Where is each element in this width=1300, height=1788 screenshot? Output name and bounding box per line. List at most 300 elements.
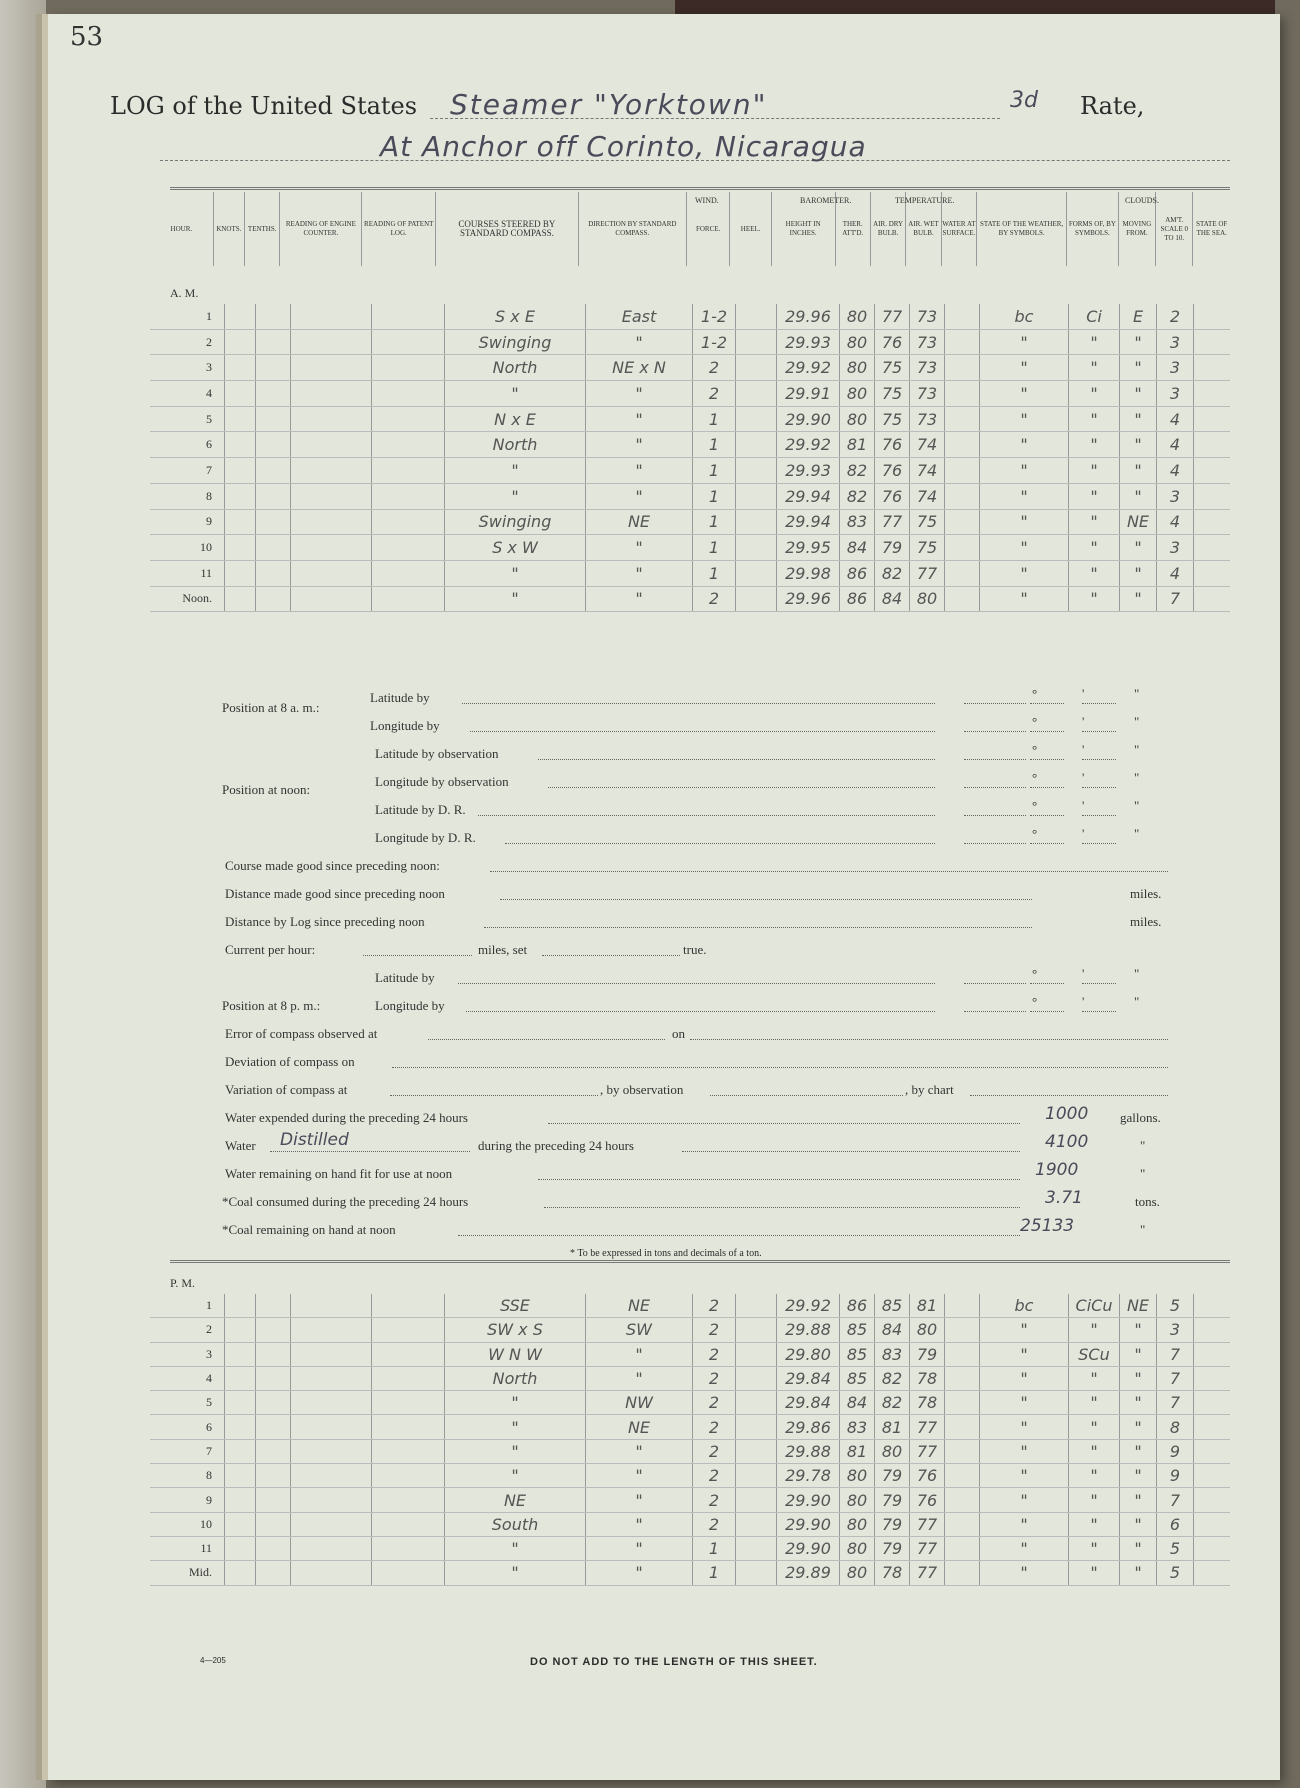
fill-line: [970, 1095, 1168, 1096]
cell-empty: [225, 1366, 256, 1390]
cell-empty: [225, 1439, 256, 1463]
cell-empty: [256, 509, 291, 535]
cell-force: 1: [693, 560, 736, 586]
cell-course: W N W: [445, 1342, 586, 1366]
col-air-wet: AIR. WET BULB.: [906, 192, 941, 266]
cell-amt: 7: [1157, 586, 1194, 612]
cell-course: S x E: [445, 304, 586, 329]
cell-wet: 77: [910, 1439, 945, 1463]
cell-moving: NE: [1120, 509, 1157, 535]
cell-empty: [291, 586, 372, 612]
cell-course: ": [445, 1464, 586, 1488]
cell-ther: 85: [840, 1366, 875, 1390]
col-sea: STATE OF THE SEA.: [1193, 192, 1230, 266]
cell-baro: 29.96: [777, 586, 840, 612]
cell-wet: 81: [910, 1294, 945, 1318]
cell-empty: [945, 483, 980, 509]
cell-empty: [256, 1294, 291, 1318]
cell-wet: 78: [910, 1391, 945, 1415]
cell-empty: [291, 381, 372, 407]
cell-empty: [945, 1536, 980, 1560]
cell-empty: [945, 509, 980, 535]
cell-wet: 76: [910, 1464, 945, 1488]
cell-empty: [736, 1366, 777, 1390]
barometer-group: BAROMETER.: [800, 196, 852, 205]
cell-ther: 82: [840, 483, 875, 509]
cell-empty: [372, 432, 445, 458]
dms-line: [1030, 759, 1064, 760]
cell-hour: 3: [150, 355, 225, 381]
log-row: [150, 586, 1230, 612]
cell-course: SSE: [445, 1294, 586, 1318]
cell-empty: [736, 586, 777, 612]
miles-2: miles.: [1130, 914, 1162, 929]
cell-force: 1: [693, 1536, 736, 1560]
cell-empty: [945, 432, 980, 458]
cell-moving: ": [1120, 1342, 1157, 1366]
cell-empty: [945, 1512, 980, 1536]
cell-force: 1: [693, 432, 736, 458]
cell-amt: 7: [1157, 1366, 1194, 1390]
cell-empty: [945, 406, 980, 432]
log-row: [150, 1366, 1230, 1390]
cell-hour: 1: [150, 1294, 225, 1318]
log-row: [150, 381, 1230, 407]
cell-baro: 29.93: [777, 458, 840, 484]
cell-weather: ": [980, 1439, 1069, 1463]
log-row: [150, 355, 1230, 381]
dms-line: [1030, 1011, 1064, 1012]
cell-empty: [945, 1415, 980, 1439]
current-per-hour: Current per hour:: [225, 942, 316, 957]
fill-line: [470, 731, 935, 732]
cell-dry: 82: [875, 560, 910, 586]
cell-dry: 76: [875, 458, 910, 484]
cell-force: 2: [693, 1464, 736, 1488]
cell-moving: ": [1120, 560, 1157, 586]
cell-ther: 84: [840, 1391, 875, 1415]
cell-empty: [372, 381, 445, 407]
dms-line: [1030, 787, 1064, 788]
cell-empty: [372, 304, 445, 329]
cell-wet: 75: [910, 535, 945, 561]
location: At Anchor off Corinto, Nicaragua: [380, 130, 867, 163]
cell-course: N x E: [445, 406, 586, 432]
cell-weather: ": [980, 329, 1069, 355]
cell-empty: [1194, 586, 1231, 612]
cell-weather: ": [980, 432, 1069, 458]
fill-line: [458, 1235, 1020, 1236]
cell-empty: [256, 458, 291, 484]
cell-empty: [291, 406, 372, 432]
col-knots: KNOTS.: [213, 192, 244, 266]
cell-wdir: ": [586, 406, 693, 432]
cell-ther: 86: [840, 560, 875, 586]
cell-amt: 3: [1157, 329, 1194, 355]
cell-empty: [945, 1488, 980, 1512]
cell-empty: [1194, 1561, 1231, 1585]
col-cloud-moving: MOVING FROM.: [1118, 192, 1155, 266]
cell-ther: 85: [840, 1342, 875, 1366]
dms-line: [964, 815, 1026, 816]
cell-empty: [945, 1391, 980, 1415]
dms-line: [1030, 731, 1064, 732]
dms-degree: °: [1032, 742, 1038, 757]
log-row: [150, 1464, 1230, 1488]
cell-weather: ": [980, 1561, 1069, 1585]
cell-empty: [945, 304, 980, 329]
cell-force: 2: [693, 381, 736, 407]
cell-dry: 82: [875, 1391, 910, 1415]
temperature-group: TEMPERATURE.: [895, 196, 955, 205]
cell-empty: [736, 1294, 777, 1318]
cell-empty: [736, 304, 777, 329]
cell-empty: [291, 1415, 372, 1439]
dms-degree: °: [1032, 686, 1038, 701]
cell-wdir: ": [586, 560, 693, 586]
cell-hour: 10: [150, 1512, 225, 1536]
cell-wdir: NE: [586, 1415, 693, 1439]
cell-hour: 4: [150, 1366, 225, 1390]
cell-empty: [225, 1294, 256, 1318]
cell-ther: 81: [840, 432, 875, 458]
cell-amt: 8: [1157, 1415, 1194, 1439]
dms-degree: °: [1032, 966, 1038, 981]
cell-force: 2: [693, 1294, 736, 1318]
vessel-name: Steamer "Yorktown": [450, 88, 768, 121]
log-row: [150, 1391, 1230, 1415]
cell-wet: 76: [910, 1488, 945, 1512]
tons: tons.: [1135, 1194, 1160, 1209]
cell-empty: [372, 560, 445, 586]
cell-wet: 79: [910, 1342, 945, 1366]
rate-handwritten: 3d: [1010, 88, 1038, 113]
cell-forms: Ci: [1069, 304, 1120, 329]
cell-baro: 29.92: [777, 432, 840, 458]
cell-moving: ": [1120, 355, 1157, 381]
cell-ther: 86: [840, 586, 875, 612]
cell-wet: 77: [910, 1536, 945, 1560]
cell-wdir: NE: [586, 509, 693, 535]
cell-empty: [291, 1561, 372, 1585]
cell-moving: ": [1120, 1391, 1157, 1415]
dms-minute: ': [1082, 798, 1085, 813]
cell-wdir: ": [586, 458, 693, 484]
cell-empty: [945, 1464, 980, 1488]
cell-empty: [372, 1488, 445, 1512]
cell-empty: [736, 381, 777, 407]
cell-empty: [225, 586, 256, 612]
cell-empty: [1194, 1439, 1231, 1463]
cell-hour: 9: [150, 1488, 225, 1512]
cell-wdir: SW: [586, 1318, 693, 1342]
cell-course: Swinging: [445, 329, 586, 355]
cell-empty: [736, 509, 777, 535]
cell-empty: [225, 1536, 256, 1560]
cell-empty: [256, 1439, 291, 1463]
dms-degree: °: [1032, 826, 1038, 841]
cell-force: 1: [693, 483, 736, 509]
cell-force: 1: [693, 406, 736, 432]
cell-amt: 3: [1157, 381, 1194, 407]
cell-amt: 6: [1157, 1512, 1194, 1536]
cell-empty: [256, 1366, 291, 1390]
cell-empty: [1194, 1318, 1231, 1342]
cell-forms: ": [1069, 381, 1120, 407]
cell-moving: ": [1120, 1464, 1157, 1488]
cell-amt: 9: [1157, 1439, 1194, 1463]
cell-empty: [372, 1415, 445, 1439]
cell-forms: ": [1069, 1439, 1120, 1463]
cell-empty: [291, 1439, 372, 1463]
cell-empty: [291, 304, 372, 329]
cell-hour: 11: [150, 1536, 225, 1560]
cell-wet: 73: [910, 355, 945, 381]
log-row: [150, 535, 1230, 561]
pm-label: P. M.: [170, 1276, 196, 1290]
cell-dry: 79: [875, 1536, 910, 1560]
cell-empty: [1194, 560, 1231, 586]
cell-empty: [736, 458, 777, 484]
coal-consumed-value: 3.71: [1045, 1188, 1083, 1208]
cell-force: 1-2: [693, 304, 736, 329]
cell-empty: [1194, 1391, 1231, 1415]
col-engine: READING OF ENGINE COUNTER.: [280, 192, 362, 266]
col-water: WATER AT SURFACE.: [941, 192, 976, 266]
cell-wet: 73: [910, 304, 945, 329]
log-row: [150, 1536, 1230, 1560]
fill-line: [544, 1207, 1020, 1208]
cell-dry: 84: [875, 586, 910, 612]
cell-baro: 29.98: [777, 560, 840, 586]
lat-8am: Latitude by: [370, 690, 430, 705]
cell-empty: [736, 329, 777, 355]
cell-ther: 80: [840, 304, 875, 329]
cell-forms: ": [1069, 458, 1120, 484]
cell-empty: [225, 1415, 256, 1439]
cell-empty: [291, 458, 372, 484]
cell-amt: 7: [1157, 1488, 1194, 1512]
cell-forms: ": [1069, 1464, 1120, 1488]
lon-obs: Longitude by observation: [375, 774, 509, 789]
gallons: gallons.: [1120, 1110, 1161, 1125]
cell-moving: ": [1120, 483, 1157, 509]
cell-empty: [256, 586, 291, 612]
cell-empty: [225, 432, 256, 458]
cell-baro: 29.94: [777, 483, 840, 509]
cell-empty: [372, 1391, 445, 1415]
cell-dry: 76: [875, 329, 910, 355]
cell-weather: ": [980, 1536, 1069, 1560]
cell-force: 2: [693, 1366, 736, 1390]
cell-dry: 76: [875, 432, 910, 458]
cell-empty: [291, 1464, 372, 1488]
log-row: [150, 304, 1230, 329]
cell-baro: 29.95: [777, 535, 840, 561]
compass-variation: Variation of compass at: [225, 1082, 348, 1097]
cell-empty: [225, 1318, 256, 1342]
cell-empty: [1194, 432, 1231, 458]
dms-minute: ': [1082, 966, 1085, 981]
cell-weather: ": [980, 483, 1069, 509]
cell-weather: ": [980, 560, 1069, 586]
cell-forms: ": [1069, 329, 1120, 355]
cell-force: 2: [693, 1391, 736, 1415]
cell-moving: E: [1120, 304, 1157, 329]
cell-wdir: ": [586, 483, 693, 509]
cell-empty: [291, 1366, 372, 1390]
fill-line: [363, 955, 472, 956]
cell-weather: ": [980, 458, 1069, 484]
dms-line: [1030, 843, 1064, 844]
cell-empty: [372, 355, 445, 381]
cell-hour: Noon.: [150, 586, 225, 612]
cell-weather: ": [980, 1318, 1069, 1342]
cell-empty: [372, 1366, 445, 1390]
fill-line: [390, 1095, 598, 1096]
cell-empty: [372, 535, 445, 561]
cell-weather: bc: [980, 1294, 1069, 1318]
cell-empty: [225, 1512, 256, 1536]
cell-wet: 73: [910, 406, 945, 432]
cell-course: ": [445, 483, 586, 509]
cell-amt: 9: [1157, 1464, 1194, 1488]
cell-empty: [1194, 304, 1231, 329]
cell-forms: SCu: [1069, 1342, 1120, 1366]
cell-dry: 79: [875, 535, 910, 561]
log-row: [150, 458, 1230, 484]
cell-empty: [372, 1536, 445, 1560]
cell-moving: ": [1120, 586, 1157, 612]
water-expended: Water expended during the preceding 24 hours: [225, 1110, 468, 1125]
cell-empty: [256, 355, 291, 381]
cell-forms: ": [1069, 1391, 1120, 1415]
cell-empty: [256, 1415, 291, 1439]
cell-forms: ": [1069, 1415, 1120, 1439]
pos-8pm-label: Position at 8 p. m.:: [222, 998, 321, 1013]
cell-ther: 82: [840, 458, 875, 484]
cell-empty: [225, 1464, 256, 1488]
cell-empty: [372, 1464, 445, 1488]
cell-moving: ": [1120, 1561, 1157, 1585]
dms-second: ": [1134, 714, 1140, 729]
cell-wdir: East: [586, 304, 693, 329]
log-row: [150, 406, 1230, 432]
cell-force: 2: [693, 1488, 736, 1512]
cell-course: SW x S: [445, 1318, 586, 1342]
dms-line: [964, 759, 1026, 760]
fill-line: [466, 1011, 935, 1012]
cell-hour: 7: [150, 1439, 225, 1463]
cell-forms: ": [1069, 406, 1120, 432]
cell-moving: ": [1120, 432, 1157, 458]
col-wind-dir: DIRECTION BY STANDARD COMPASS.: [578, 192, 686, 266]
cell-hour: 10: [150, 535, 225, 561]
true-label: true.: [683, 942, 707, 957]
water-distilled-label: Distilled: [280, 1130, 349, 1150]
cell-wet: 77: [910, 1512, 945, 1536]
pos-noon-label: Position at noon:: [222, 782, 311, 797]
cell-empty: [291, 509, 372, 535]
dms-second: ": [1134, 686, 1140, 701]
cell-empty: [225, 1342, 256, 1366]
cell-amt: 3: [1157, 535, 1194, 561]
lat-dr: Latitude by D. R.: [375, 802, 466, 817]
cell-empty: [372, 1561, 445, 1585]
wind-group: WIND.: [695, 196, 719, 205]
water-expended-value: 1000: [1045, 1104, 1089, 1124]
cell-wdir: ": [586, 1512, 693, 1536]
cell-wet: 77: [910, 1561, 945, 1585]
cell-force: 1: [693, 535, 736, 561]
ditto-1: ": [1140, 1138, 1146, 1153]
cell-baro: 29.80: [777, 1342, 840, 1366]
cell-forms: ": [1069, 1536, 1120, 1560]
cell-forms: CiCu: [1069, 1294, 1120, 1318]
cell-hour: 3: [150, 1342, 225, 1366]
log-row: [150, 483, 1230, 509]
cell-dry: 83: [875, 1342, 910, 1366]
cell-hour: 6: [150, 432, 225, 458]
dms-line: [1030, 983, 1064, 984]
cell-course: NE: [445, 1488, 586, 1512]
col-weather: STATE OF THE WEATHER, BY SYMBOLS.: [977, 192, 1067, 266]
cell-empty: [736, 1536, 777, 1560]
water-remaining-value: 1900: [1035, 1160, 1079, 1180]
cell-dry: 79: [875, 1488, 910, 1512]
cell-empty: [256, 304, 291, 329]
cell-dry: 79: [875, 1464, 910, 1488]
dms-line: [1030, 703, 1064, 704]
cell-wet: 78: [910, 1366, 945, 1390]
cell-force: 1: [693, 458, 736, 484]
cell-wdir: NE: [586, 1294, 693, 1318]
fill-line: [548, 787, 935, 788]
dms-minute: ': [1082, 714, 1085, 729]
cell-weather: ": [980, 381, 1069, 407]
dms-second: ": [1134, 966, 1140, 981]
dms-minute: ': [1082, 742, 1085, 757]
cell-empty: [1194, 381, 1231, 407]
cell-empty: [372, 1439, 445, 1463]
cell-dry: 78: [875, 1561, 910, 1585]
cell-empty: [256, 1318, 291, 1342]
dms-minute: ': [1082, 686, 1085, 701]
dms-line: [1082, 983, 1116, 984]
cell-dry: 77: [875, 304, 910, 329]
page-number: 53: [70, 22, 104, 52]
cell-empty: [256, 1342, 291, 1366]
cell-wdir: ": [586, 1561, 693, 1585]
cell-empty: [291, 1391, 372, 1415]
cell-amt: 4: [1157, 406, 1194, 432]
fill-line: [484, 927, 1032, 928]
cell-forms: ": [1069, 1318, 1120, 1342]
cell-empty: [225, 329, 256, 355]
fill-line: [270, 1151, 470, 1152]
cell-empty: [291, 355, 372, 381]
cell-ther: 80: [840, 1488, 875, 1512]
fill-line: [505, 843, 935, 844]
cell-force: 1-2: [693, 329, 736, 355]
cell-hour: 5: [150, 1391, 225, 1415]
cell-wdir: ": [586, 1488, 693, 1512]
dms-line: [1082, 759, 1116, 760]
cell-empty: [291, 483, 372, 509]
cell-wdir: ": [586, 329, 693, 355]
cell-weather: ": [980, 355, 1069, 381]
fill-line: [690, 1039, 1168, 1040]
